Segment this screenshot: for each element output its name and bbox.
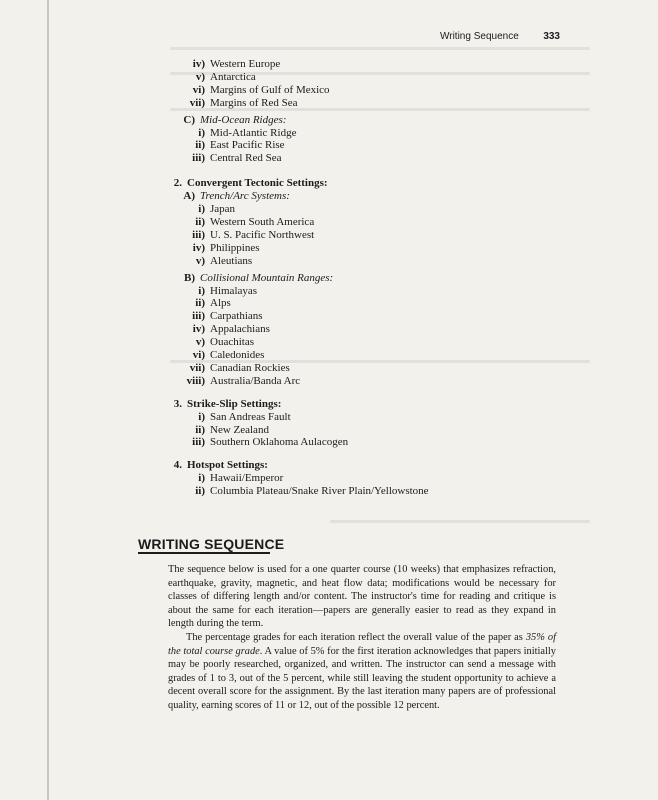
- list-item: ii) New Zealand: [195, 423, 269, 436]
- list-item: vi) Caledonides: [192, 349, 265, 362]
- list-item: ii) East Pacific Rise: [195, 139, 285, 152]
- list-item: iii) Southern Oklahoma Aulacogen: [192, 436, 349, 449]
- subcategory-collisional-ranges: B) Collisional Mountain Ranges:: [184, 271, 334, 284]
- list-item: i) Himalayas: [198, 284, 258, 297]
- list-item: vi) Margins of Gulf of Mexico: [192, 83, 330, 96]
- list-item: v) Aleutians: [195, 254, 253, 267]
- section-convergent-settings: 2. Convergent Tectonic Settings:: [173, 177, 328, 190]
- list-item: v) Antarctica: [195, 70, 256, 83]
- paragraph: The percentage grades for each iteration reflect the overall value of the paper as 35% of the total course grade. A value of 5% for the first iteration acknowledges that papers initially may be poorly researched, organized, and written. The instructor can send a message with grades of 1 to 3, out of the 5 percent, while still leaving the student opportunity to achieve a decent overall score for the assignment. By the last iteration many papers are of professional quality, earning scores of 11 or 12, out of the possible 12 percent.: [168, 631, 556, 711]
- emphasis: 35% of the total course grade: [168, 631, 556, 657]
- list-item: ii) Western South America: [195, 215, 315, 228]
- running-header: [440, 31, 560, 42]
- list-item: v) Ouachitas: [195, 336, 254, 349]
- list-item: i) San Andreas Fault: [198, 410, 291, 423]
- page-gutter-edge: [47, 0, 49, 800]
- subcategory-trench-arc: A) Trench/Arc Systems:: [183, 190, 290, 203]
- running-title: Writing Sequence: [440, 31, 519, 42]
- section-body: [168, 563, 556, 713]
- bleed-through-line: [170, 47, 590, 50]
- tectonic-settings-outline: [120, 58, 590, 498]
- list-item: iii) U. S. Pacific Northwest: [192, 228, 315, 241]
- list-item: ii) Columbia Plateau/Snake River Plain/Yellowstone: [195, 485, 429, 498]
- paragraph: The sequence below is used for a one quarter course (10 weeks) that emphasizes refraction, earthquake, gravity, magnetic, and heat flow data; modifications would be necessary for classes of differing length and/or content. The instructor's time for reading and critique is about the same for each iteration—papers are generally easier to read as they expand in length during the term.: [168, 564, 556, 630]
- section-hotspot-settings: 4. Hotspot Settings:: [173, 459, 268, 472]
- section-title-rule: [138, 552, 270, 554]
- list-item: ii) Alps: [195, 297, 231, 310]
- list-item: i) Mid-Atlantic Ridge: [198, 126, 297, 139]
- list-item: iv) Western Europe: [192, 58, 281, 70]
- list-item: vii) Margins of Red Sea: [189, 96, 298, 109]
- list-item: i) Hawaii/Emperor: [198, 472, 284, 485]
- list-item: iii) Carpathians: [192, 310, 263, 323]
- list-item: i) Japan: [198, 203, 236, 216]
- subcategory-mid-ocean-ridges: C) Mid-Ocean Ridges:: [183, 113, 287, 126]
- list-item: iii) Central Red Sea: [192, 152, 282, 165]
- list-item: vii) Canadian Rockies: [189, 361, 290, 374]
- list-item: viii) Australia/Banda Arc: [186, 374, 301, 387]
- list-item: iv) Philippines: [192, 241, 260, 254]
- page-number: 333: [543, 31, 560, 42]
- section-title: WRITING SEQUENCE: [138, 536, 285, 552]
- list-item: iv) Appalachians: [192, 323, 270, 336]
- section-strike-slip-settings: 3. Strike-Slip Settings:: [173, 397, 282, 410]
- bleed-through-line: [330, 520, 590, 523]
